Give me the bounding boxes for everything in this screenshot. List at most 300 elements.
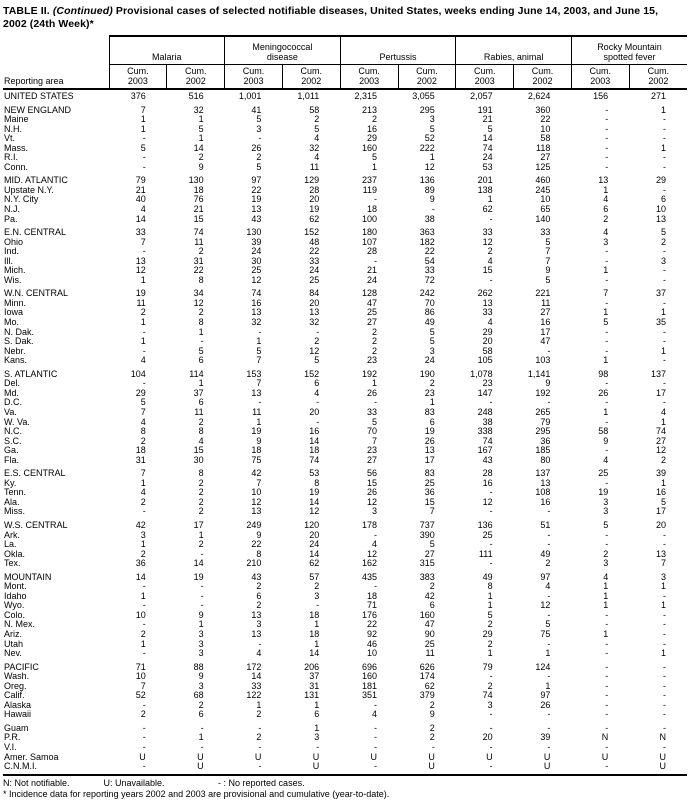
value-cell: 129 <box>304 175 320 186</box>
value-cell: - <box>258 761 262 772</box>
table-row <box>3 408 687 418</box>
value-cell: U <box>543 751 551 762</box>
value-cell: 737 <box>419 519 435 530</box>
value-cell: - <box>663 609 666 620</box>
value-cell: 23 <box>366 355 377 366</box>
value-cell: U <box>254 751 262 762</box>
value-cell: 14 <box>135 213 146 224</box>
value-cell: 75 <box>540 628 551 639</box>
value-cell: 19 <box>135 288 146 299</box>
value-cell: 33 <box>309 255 320 266</box>
value-cell: 27 <box>540 307 551 318</box>
value-cell: 156 <box>593 91 609 101</box>
table-row <box>3 630 687 640</box>
table-row <box>3 691 687 701</box>
value-cell: 5 <box>256 161 262 172</box>
value-cell: 25 <box>424 477 435 488</box>
value-cell: 74 <box>309 454 320 465</box>
reporting-area-cell: Wyo. <box>4 600 25 611</box>
value-cell: 12 <box>366 548 377 559</box>
value-cell: 26 <box>366 487 377 498</box>
table-row <box>3 559 687 569</box>
value-cell: 27 <box>424 548 435 559</box>
value-cell: 5 <box>198 345 204 356</box>
value-cell: 2 <box>198 307 204 318</box>
value-cell: - <box>605 152 609 163</box>
value-cell: 7 <box>371 435 377 446</box>
value-cell: 47 <box>424 619 435 630</box>
value-cell: 3 <box>314 590 320 601</box>
value-cell: 119 <box>362 184 377 195</box>
value-cell: 6 <box>660 194 666 205</box>
table-row <box>3 531 687 541</box>
value-cell: 12 <box>309 506 320 517</box>
value-cell: U <box>543 761 551 772</box>
table-row <box>3 102 687 116</box>
value-cell: 192 <box>535 387 551 398</box>
value-cell: 32 <box>251 317 262 328</box>
table-row <box>3 498 687 508</box>
value-cell: 16 <box>540 496 551 507</box>
value-cell: 24 <box>482 152 493 163</box>
value-cell: 88 <box>193 661 204 672</box>
reporting-area-cell: MID. ATLANTIC <box>4 175 68 186</box>
value-cell: - <box>547 742 551 752</box>
value-cell: - <box>605 742 609 752</box>
value-cell: 5 <box>371 152 377 163</box>
reporting-area-cell: R.I. <box>4 152 19 163</box>
value-cell: 5 <box>429 539 435 550</box>
value-cell: - <box>142 619 146 630</box>
value-cell: - <box>605 529 609 540</box>
value-cell: 1 <box>198 619 204 630</box>
table-row <box>3 540 687 550</box>
value-cell: - <box>374 732 377 743</box>
reporting-area-cell: W. Va. <box>4 416 30 427</box>
value-cell: - <box>489 274 493 285</box>
value-cell: 74 <box>482 435 493 446</box>
value-cell: - <box>605 648 609 659</box>
value-cell: - <box>663 246 666 257</box>
value-cell: - <box>605 161 609 172</box>
value-cell: 10 <box>540 123 551 134</box>
value-cell: 12 <box>251 496 262 507</box>
reporting-area-cell: Va. <box>4 406 17 417</box>
table-row <box>3 753 687 763</box>
value-cell: - <box>200 590 204 601</box>
value-cell: 53 <box>309 468 320 479</box>
value-cell: 47 <box>540 336 551 347</box>
value-cell: 6 <box>256 590 262 601</box>
value-cell: 192 <box>361 368 377 379</box>
value-cell: - <box>142 152 146 163</box>
value-cell: 114 <box>189 368 204 379</box>
value-cell: 24 <box>309 265 320 276</box>
value-cell: - <box>316 326 320 337</box>
value-cell: - <box>605 416 609 427</box>
value-cell: - <box>489 539 493 550</box>
value-cell: 4 <box>140 487 146 498</box>
value-cell: - <box>489 213 493 224</box>
table-row <box>3 465 687 479</box>
value-cell: 25 <box>309 274 320 285</box>
value-cell: 13 <box>424 445 435 456</box>
value-cell: 36 <box>424 487 435 498</box>
value-cell: - <box>142 326 146 337</box>
value-cell: 1 <box>603 600 609 611</box>
value-cell: 2 <box>429 722 435 733</box>
value-cell: 3 <box>660 571 666 582</box>
value-cell: 2 <box>140 628 146 639</box>
value-cell: 22 <box>309 246 320 257</box>
value-cell: - <box>489 558 493 569</box>
value-cell: 105 <box>477 355 493 366</box>
table-row <box>3 89 687 102</box>
value-cell: 12 <box>424 161 435 172</box>
value-cell: - <box>489 742 493 752</box>
value-cell: 42 <box>424 590 435 601</box>
value-cell: 83 <box>424 468 435 479</box>
value-cell: 14 <box>309 496 320 507</box>
value-cell: 1 <box>140 638 146 649</box>
value-cell: - <box>663 619 666 630</box>
value-cell: 2 <box>371 114 377 125</box>
value-cell: 1 <box>487 194 493 205</box>
value-cell: 3 <box>429 114 435 125</box>
value-cell: - <box>605 142 609 153</box>
value-cell: 13 <box>251 387 262 398</box>
notifiable-diseases-table <box>3 35 687 772</box>
value-cell: 76 <box>193 194 204 205</box>
reporting-area-header: Reporting area <box>3 36 109 89</box>
value-cell: 58 <box>540 133 551 144</box>
value-cell: 21 <box>482 114 493 125</box>
value-cell: 37 <box>309 671 320 682</box>
value-cell: 2 <box>371 326 377 337</box>
value-cell: 12 <box>366 496 377 507</box>
value-cell: 1 <box>140 539 146 550</box>
value-cell: 2 <box>256 709 262 720</box>
value-cell: 29 <box>655 175 666 186</box>
value-cell: 1 <box>198 529 204 540</box>
value-cell: 248 <box>477 406 493 417</box>
table-title-label: TABLE II. <box>3 5 50 17</box>
value-cell: 86 <box>424 307 435 318</box>
value-cell: 152 <box>304 227 320 238</box>
value-cell: 3 <box>198 638 204 649</box>
value-cell: - <box>489 671 493 682</box>
value-cell: 3 <box>256 123 262 134</box>
value-cell: 167 <box>477 445 493 456</box>
value-cell: 2 <box>256 600 262 611</box>
value-cell: U <box>312 751 320 762</box>
reporting-area-cell: Miss. <box>4 506 25 517</box>
table-row <box>3 710 687 720</box>
value-cell: - <box>489 722 493 733</box>
column-group-header: Meningococcal disease <box>225 36 341 65</box>
reporting-area-cell: Guam <box>4 722 29 733</box>
value-cell: 178 <box>361 519 377 530</box>
value-cell: 181 <box>361 680 377 691</box>
table-row <box>3 389 687 399</box>
value-cell: 351 <box>361 690 377 701</box>
cum-year-header: Cum. 2002 <box>398 65 456 90</box>
value-cell: - <box>142 133 146 144</box>
value-cell: 315 <box>419 558 435 569</box>
value-cell: 104 <box>130 368 146 379</box>
reporting-area-cell: Amer. Samoa <box>4 751 59 762</box>
value-cell: - <box>663 161 666 172</box>
table-row <box>3 611 687 621</box>
value-cell: 245 <box>535 184 551 195</box>
value-cell: 1 <box>545 648 551 659</box>
value-cell: 4 <box>603 194 609 205</box>
value-cell: - <box>605 246 609 257</box>
value-cell: 48 <box>309 236 320 247</box>
value-cell: - <box>547 609 551 620</box>
reporting-area-cell: S. ATLANTIC <box>4 368 58 379</box>
value-cell: 28 <box>309 184 320 195</box>
value-cell: 26 <box>366 387 377 398</box>
column-group-header: Rocky Mountain spotted fever <box>571 36 687 65</box>
value-cell: 4 <box>545 581 551 592</box>
value-cell: 1 <box>198 732 204 743</box>
value-cell: 130 <box>246 227 262 238</box>
value-cell: - <box>663 690 666 701</box>
reporting-area-cell: Ill. <box>4 255 13 266</box>
value-cell: 12 <box>251 274 262 285</box>
reporting-area-cell: Wis. <box>4 274 22 285</box>
value-cell: 4 <box>256 648 262 659</box>
table-row <box>3 437 687 447</box>
value-cell: - <box>200 581 204 592</box>
value-cell: 1 <box>660 648 666 659</box>
value-cell: 2 <box>256 152 262 163</box>
value-cell: 97 <box>540 690 551 701</box>
value-cell: 12 <box>482 236 493 247</box>
value-cell: 5 <box>429 123 435 134</box>
reporting-area-cell: V.I. <box>4 742 17 752</box>
value-cell: 2 <box>198 477 204 488</box>
reporting-area-cell: C.N.M.I. <box>4 761 37 772</box>
value-cell: - <box>605 761 609 772</box>
value-cell: 3 <box>429 345 435 356</box>
reporting-area-cell: Nev. <box>4 648 22 659</box>
value-cell: 16 <box>655 487 666 498</box>
value-cell: 13 <box>655 548 666 559</box>
value-cell: - <box>663 114 666 125</box>
value-cell: 1 <box>429 397 435 408</box>
value-cell: 1 <box>660 345 666 356</box>
value-cell: 213 <box>361 104 377 115</box>
value-cell: 14 <box>482 133 493 144</box>
value-cell: 7 <box>429 506 435 517</box>
value-cell: 136 <box>419 175 435 186</box>
value-cell: 7 <box>140 406 146 417</box>
value-cell: 5 <box>487 609 493 620</box>
value-cell: 38 <box>424 213 435 224</box>
value-cell: 152 <box>304 368 320 379</box>
value-cell: 137 <box>650 368 666 379</box>
value-cell: 1 <box>603 265 609 276</box>
value-cell: 15 <box>482 265 493 276</box>
value-cell: 2 <box>140 435 146 446</box>
value-cell: 18 <box>366 204 377 215</box>
value-cell: 1 <box>487 648 493 659</box>
value-cell: - <box>663 133 666 144</box>
reporting-area-cell: Vt. <box>4 133 16 144</box>
reporting-area-cell: Oreg. <box>4 680 27 691</box>
value-cell: 3 <box>371 506 377 517</box>
value-cell: 54 <box>424 255 435 266</box>
reporting-area-cell: Utah <box>4 638 24 649</box>
value-cell: 2 <box>545 558 551 569</box>
value-cell: 128 <box>361 288 377 299</box>
value-cell: 124 <box>535 661 551 672</box>
value-cell: 9 <box>198 671 204 682</box>
value-cell: 25 <box>251 265 262 276</box>
value-cell: 33 <box>135 227 146 238</box>
value-cell: 97 <box>251 175 262 186</box>
value-cell: 3 <box>487 699 493 710</box>
value-cell: - <box>142 506 146 517</box>
value-cell: - <box>605 661 609 672</box>
reporting-area-cell: Ind. <box>4 246 20 257</box>
value-cell: 153 <box>246 368 262 379</box>
table-row <box>3 649 687 659</box>
value-cell: 43 <box>482 454 493 465</box>
value-cell: 29 <box>482 628 493 639</box>
value-cell: 8 <box>140 426 146 437</box>
value-cell: 180 <box>361 227 377 238</box>
value-cell: - <box>605 445 609 456</box>
reporting-area-cell: Ark. <box>4 529 21 540</box>
value-cell: 26 <box>540 699 551 710</box>
value-cell: 1 <box>660 477 666 488</box>
value-cell: - <box>663 529 666 540</box>
table-title-text: Provisional cases of selected notifiable diseases, United States, weeks ending June 14, 2003, and June 15, 2002 (24th Week)* <box>3 5 659 30</box>
value-cell: 130 <box>188 175 204 186</box>
value-cell: - <box>258 326 262 337</box>
value-cell: 2 <box>198 246 204 257</box>
value-cell: 4 <box>140 204 146 215</box>
value-cell: 2 <box>487 680 493 691</box>
value-cell: 1 <box>314 699 320 710</box>
table-row <box>3 517 687 531</box>
value-cell: 12 <box>135 265 146 276</box>
value-cell: 172 <box>246 661 262 672</box>
value-cell: - <box>605 671 609 682</box>
reporting-area-cell: Maine <box>4 114 29 125</box>
value-cell: 5 <box>487 123 493 134</box>
reporting-area-cell: N.H. <box>4 123 22 134</box>
value-cell: - <box>605 133 609 144</box>
value-cell: 33 <box>424 265 435 276</box>
value-cell: 20 <box>309 194 320 205</box>
value-cell: 138 <box>477 184 493 195</box>
value-cell: - <box>200 548 204 559</box>
value-cell: 24 <box>366 274 377 285</box>
value-cell: 10 <box>655 204 666 215</box>
table-row <box>3 366 687 380</box>
cum-year-header: Cum. 2003 <box>340 65 398 90</box>
value-cell: - <box>663 184 666 195</box>
value-cell: 74 <box>482 142 493 153</box>
value-cell: 26 <box>424 435 435 446</box>
reporting-area-cell: E.N. CENTRAL <box>4 227 67 238</box>
value-cell: - <box>605 680 609 691</box>
value-cell: 4 <box>603 454 609 465</box>
value-cell: 1 <box>545 680 551 691</box>
value-cell: - <box>605 297 609 308</box>
value-cell: 14 <box>135 571 146 582</box>
value-cell: 56 <box>366 468 377 479</box>
value-cell: 1,001 <box>238 91 262 101</box>
value-cell: 13 <box>482 297 493 308</box>
value-cell: 2 <box>198 416 204 427</box>
value-cell: 460 <box>535 175 551 186</box>
value-cell: 7 <box>545 246 551 257</box>
value-cell: U <box>428 751 435 762</box>
value-cell: 1 <box>660 416 666 427</box>
value-cell: 262 <box>477 288 493 299</box>
value-cell: 2 <box>429 732 435 743</box>
value-cell: 33 <box>366 406 377 417</box>
value-cell: 19 <box>193 571 204 582</box>
reporting-area-cell: N. Dak. <box>4 326 35 337</box>
value-cell: 1,011 <box>297 91 320 101</box>
value-cell: 162 <box>361 558 377 569</box>
table-row <box>3 266 687 276</box>
value-cell: 14 <box>251 671 262 682</box>
cum-year-header: Cum. 2003 <box>571 65 629 90</box>
value-cell: - <box>663 671 666 682</box>
table-row <box>3 308 687 318</box>
value-cell: 15 <box>424 496 435 507</box>
value-cell: 18 <box>309 445 320 456</box>
value-cell: - <box>605 397 609 408</box>
value-cell: 16 <box>366 123 377 134</box>
value-cell: 92 <box>366 628 377 639</box>
value-cell: - <box>200 336 204 347</box>
value-cell: 1 <box>140 317 146 328</box>
value-cell: - <box>374 722 377 733</box>
reporting-area-cell: Conn. <box>4 161 29 172</box>
value-cell: 74 <box>655 426 666 437</box>
value-cell: 24 <box>424 355 435 366</box>
value-cell: 17 <box>655 506 666 517</box>
table-body <box>3 89 687 772</box>
value-cell: - <box>605 609 609 620</box>
value-cell: - <box>605 345 609 356</box>
table-row <box>3 733 687 743</box>
value-cell: 41 <box>251 104 262 115</box>
reporting-area-cell: N.Y. City <box>4 194 39 205</box>
value-cell: 28 <box>366 246 377 257</box>
value-cell: 108 <box>535 487 551 498</box>
value-cell: 7 <box>140 236 146 247</box>
value-cell: 74 <box>482 690 493 701</box>
value-cell: U <box>139 751 146 762</box>
cum-year-header: Cum. 2002 <box>629 65 687 90</box>
value-cell: - <box>142 742 146 752</box>
value-cell: 7 <box>140 680 146 691</box>
value-cell: 2,624 <box>527 91 551 101</box>
value-cell: 295 <box>535 426 551 437</box>
value-cell: 7 <box>140 104 146 115</box>
table-title <box>2 5 689 35</box>
value-cell: - <box>663 628 666 639</box>
